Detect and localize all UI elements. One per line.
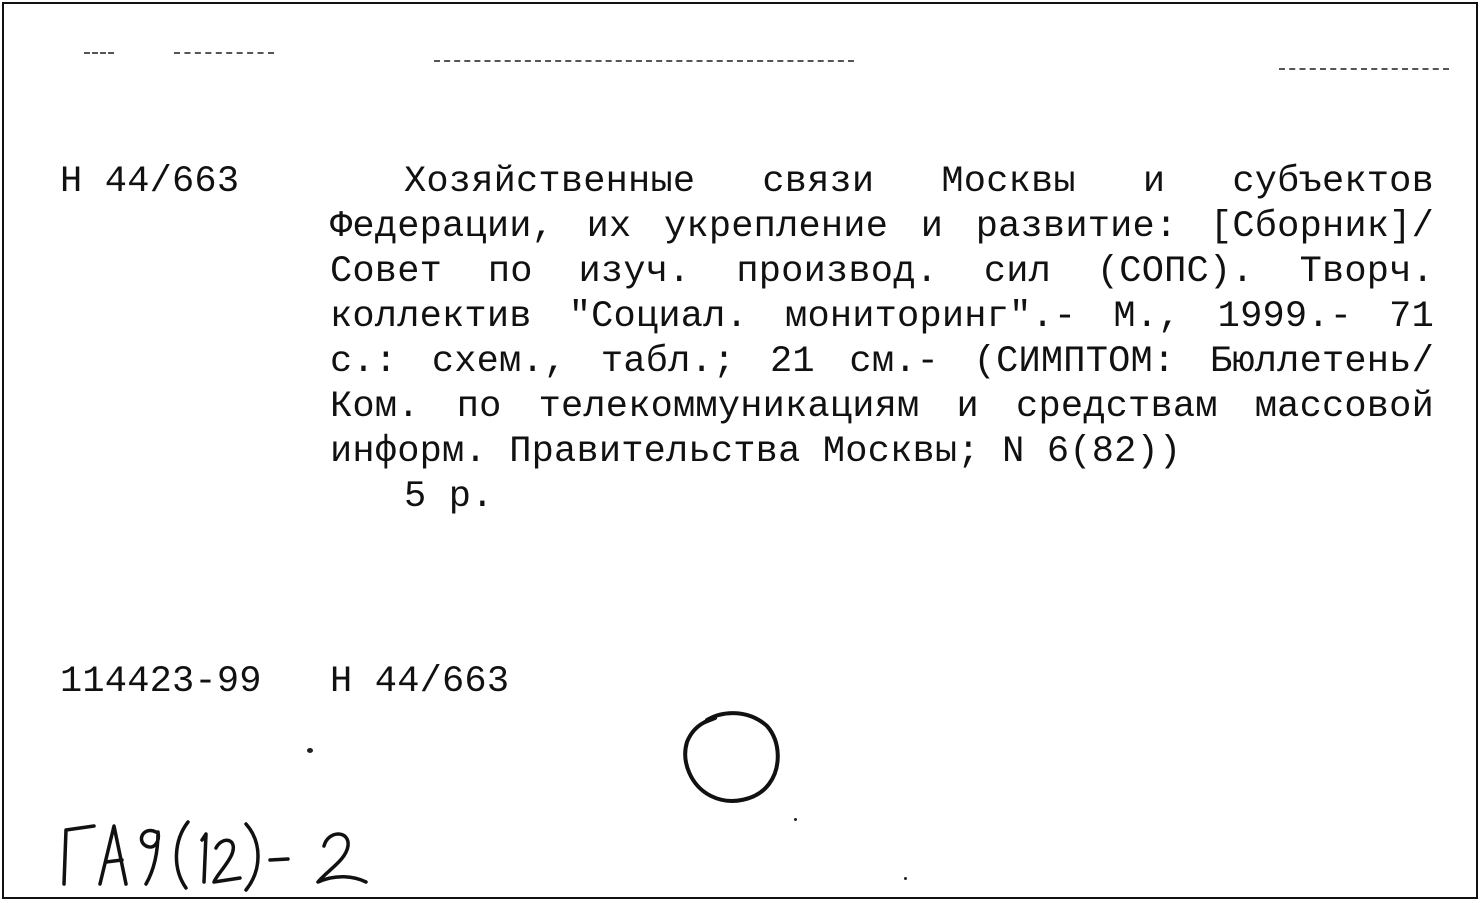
entry-body: Федерации, их укрепление и развитие: [Сборник]/ Совет по изуч. производ. сил (СОПС). Творч. коллектив "Социал. мониторинг".- М., 1999.- 71 с.: схем., табл.; 21 см.- (СИМПТОМ: Бюллетень/ Ком. по телекоммуникациям и средствам массовой информ. Правительства Москвы; N 6(82)) bbox=[330, 206, 1434, 473]
card-top-border bbox=[2, 2, 1478, 4]
price: 5 р. bbox=[404, 476, 494, 518]
top-dash-mark bbox=[84, 52, 114, 54]
inventory-number: 114423-99 bbox=[60, 661, 262, 703]
handwritten-note bbox=[56, 812, 386, 892]
top-dash-mark bbox=[434, 60, 854, 62]
catalog-card bbox=[2, 2, 1478, 899]
shelf-number: Н 44/663 bbox=[330, 661, 510, 703]
ink-speck bbox=[307, 748, 313, 753]
top-dash-mark bbox=[1279, 68, 1449, 70]
hole-punch-circle-icon bbox=[669, 704, 789, 814]
ink-speck bbox=[794, 818, 797, 821]
bibliographic-entry bbox=[330, 160, 1434, 520]
call-number: Н 44/663 bbox=[60, 161, 240, 203]
entry-title-line: Хозяйственные связи Москвы и субъектов bbox=[404, 161, 1434, 203]
ink-speck bbox=[904, 877, 907, 880]
top-dash-mark bbox=[174, 52, 274, 54]
